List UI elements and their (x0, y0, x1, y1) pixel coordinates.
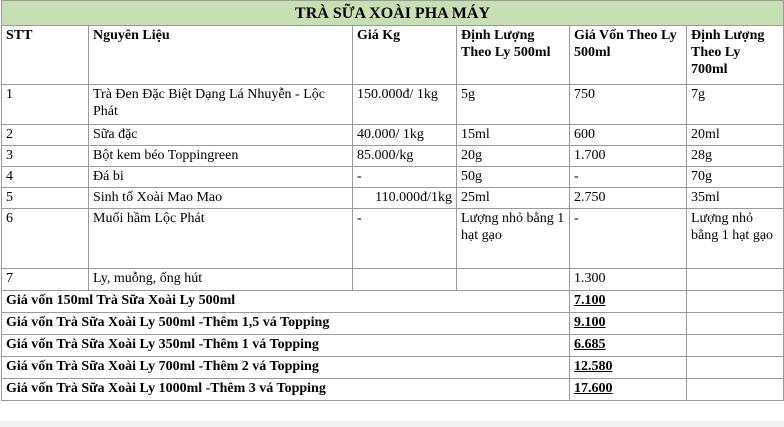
summary-row (2, 313, 784, 335)
cell-stt[interactable]: 5 (2, 188, 89, 209)
cell-qty500[interactable]: 5g (457, 85, 570, 125)
cell-stt[interactable]: 1 (2, 85, 89, 125)
cell-cost500[interactable]: - (570, 167, 687, 188)
summary-row (2, 291, 784, 313)
cell-price[interactable]: - (353, 209, 457, 269)
cell-price[interactable]: 85.000/kg (353, 146, 457, 167)
summary-empty-cell[interactable] (687, 335, 784, 357)
cell-cost500[interactable]: 1.300 (570, 269, 687, 291)
summary-row (2, 335, 784, 357)
cell-qty500[interactable]: 50g (457, 167, 570, 188)
cell-qty700[interactable]: 35ml (687, 188, 784, 209)
cell-qty500[interactable]: Lượng nhỏ bằng 1 hạt gạo (457, 209, 570, 269)
cell-qty500[interactable]: 15ml (457, 125, 570, 146)
cell-ingredient[interactable]: Trà Đen Đặc Biệt Dạng Lá Nhuyễn - Lộc Phát (89, 85, 353, 125)
title-row (2, 1, 784, 26)
cell-price[interactable]: 110.000đ/1kg (353, 188, 457, 209)
table-row (2, 125, 784, 146)
cell-qty700[interactable]: 70g (687, 167, 784, 188)
cell-qty500[interactable] (457, 269, 570, 291)
cell-qty700[interactable]: Lượng nhỏ bằng 1 hạt gạo (687, 209, 784, 269)
header-qty-700[interactable]: Định Lượng Theo Ly 700ml (687, 26, 784, 85)
table-row (2, 167, 784, 188)
table-row (2, 209, 784, 269)
cell-cost500[interactable]: 1.700 (570, 146, 687, 167)
summary-label[interactable]: Giá vốn Trà Sữa Xoài Ly 1000ml -Thêm 3 vá Topping (2, 379, 570, 401)
table-row (2, 146, 784, 167)
cell-qty700[interactable]: 7g (687, 85, 784, 125)
cell-cost500[interactable]: 2.750 (570, 188, 687, 209)
summary-value[interactable]: 9.100 (570, 313, 687, 335)
sheet-bottom-strip (0, 421, 784, 427)
summary-empty-cell[interactable] (687, 379, 784, 401)
table-row (2, 188, 784, 209)
cell-ingredient[interactable]: Bột kem béo Toppingreen (89, 146, 353, 167)
summary-row (2, 379, 784, 401)
cell-qty700[interactable]: 20ml (687, 125, 784, 146)
summary-value[interactable]: 17.600 (570, 379, 687, 401)
cell-qty700[interactable]: 28g (687, 146, 784, 167)
cell-stt[interactable]: 3 (2, 146, 89, 167)
table-row (2, 269, 784, 291)
cell-stt[interactable]: 2 (2, 125, 89, 146)
cell-price[interactable]: - (353, 167, 457, 188)
summary-label[interactable]: Giá vốn Trà Sữa Xoài Ly 500ml -Thêm 1,5 vá Topping (2, 313, 570, 335)
cell-price[interactable]: 40.000/ 1kg (353, 125, 457, 146)
cell-cost500[interactable]: 600 (570, 125, 687, 146)
header-row (2, 26, 784, 85)
summary-value[interactable]: 7.100 (570, 291, 687, 313)
cell-qty500[interactable]: 20g (457, 146, 570, 167)
table-row (2, 85, 784, 125)
cell-stt[interactable]: 4 (2, 167, 89, 188)
header-ingredient[interactable]: Nguyên Liệu (89, 26, 353, 85)
cell-ingredient[interactable]: Muối hầm Lộc Phát (89, 209, 353, 269)
table-title[interactable]: TRÀ SỮA XOÀI PHA MÁY (2, 1, 784, 26)
header-stt[interactable]: STT (2, 26, 89, 85)
cell-ingredient[interactable]: Sinh tố Xoài Mao Mao (89, 188, 353, 209)
summary-empty-cell[interactable] (687, 357, 784, 379)
cell-ingredient[interactable]: Đá bi (89, 167, 353, 188)
summary-empty-cell[interactable] (687, 313, 784, 335)
cell-price[interactable]: 150.000đ/ 1kg (353, 85, 457, 125)
summary-empty-cell[interactable] (687, 291, 784, 313)
header-qty-500[interactable]: Định Lượng Theo Ly 500ml (457, 26, 570, 85)
header-cost-500[interactable]: Giá Vốn Theo Ly 500ml (570, 26, 687, 85)
summary-value[interactable]: 12.580 (570, 357, 687, 379)
cell-price[interactable] (353, 269, 457, 291)
summary-row (2, 357, 784, 379)
cell-stt[interactable]: 6 (2, 209, 89, 269)
cell-ingredient[interactable]: Sữa đặc (89, 125, 353, 146)
summary-label[interactable]: Giá vốn Trà Sữa Xoài Ly 350ml -Thêm 1 vá Topping (2, 335, 570, 357)
summary-label[interactable]: Giá vốn Trà Sữa Xoài Ly 700ml -Thêm 2 vá Topping (2, 357, 570, 379)
cell-cost500[interactable]: - (570, 209, 687, 269)
cell-qty700[interactable] (687, 269, 784, 291)
cell-stt[interactable]: 7 (2, 269, 89, 291)
header-price-kg[interactable]: Giá Kg (353, 26, 457, 85)
summary-label[interactable]: Giá vốn 150ml Trà Sữa Xoài Ly 500ml (2, 291, 570, 313)
cost-table (1, 0, 784, 401)
cell-cost500[interactable]: 750 (570, 85, 687, 125)
cell-ingredient[interactable]: Ly, muỗng, ống hút (89, 269, 353, 291)
cell-qty500[interactable]: 25ml (457, 188, 570, 209)
summary-value[interactable]: 6.685 (570, 335, 687, 357)
